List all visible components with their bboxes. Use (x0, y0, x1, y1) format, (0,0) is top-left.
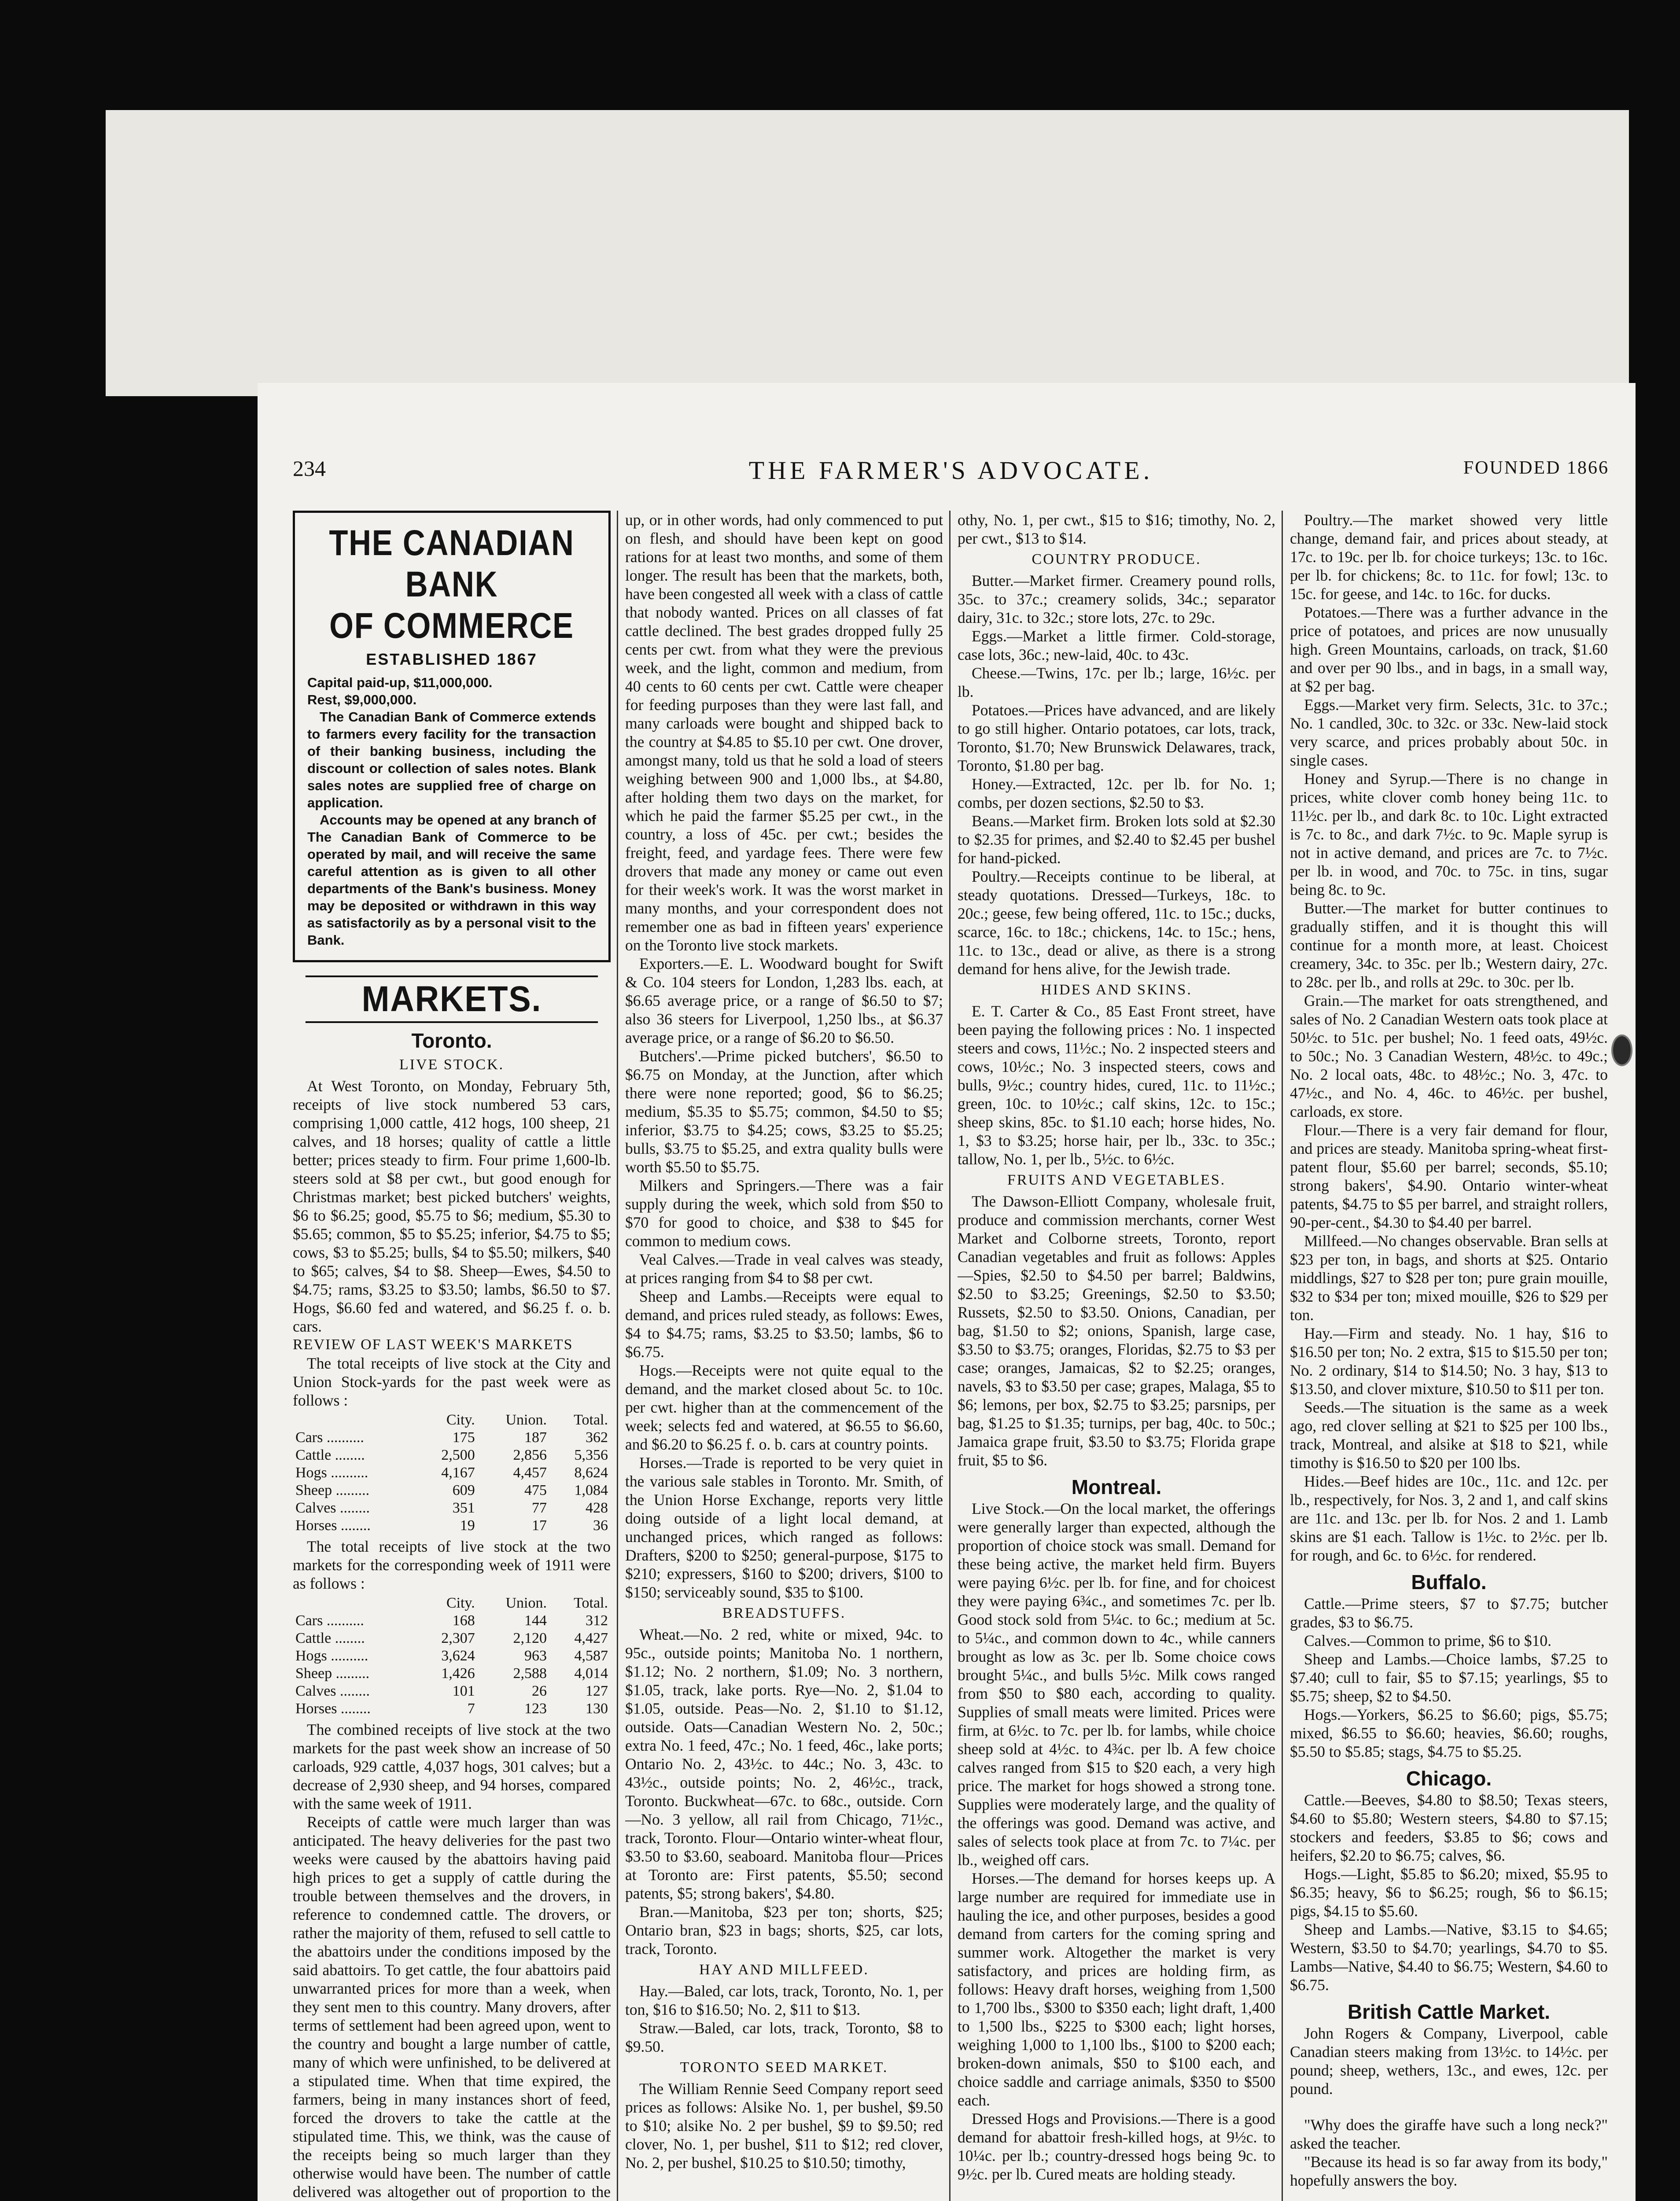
row-label: Hogs .......... (295, 1465, 368, 1481)
straw-text: Straw.—Baled, car lots, track, Toronto, $8 to $9.50. (625, 2019, 943, 2055)
table-header: Total. (574, 1595, 608, 1611)
table-row (293, 1612, 611, 1630)
cell-city: 7 (467, 1700, 475, 1717)
joke-answer: "Because its head is so far away from its body," hopefully answers the boy. (1290, 2153, 1608, 2189)
cell-total: 36 (593, 1517, 608, 1534)
montreal-grain-text: Grain.—The market for oats strengthened, and sales of No. 2 Canadian Western oats took place at 50½c. to 51c. per bushel; No. 1 feed oats, 49½c. to 50c.; No. 3 Canadian Western, 48½c. to 49c.; No. 2 local oats, 48c. to 48½c.; No. 3, 47c. to 47½c., and No. 4, 46c. to 46½c. per bushel, carloads, ex store. (1290, 992, 1608, 1120)
cell-city: 175 (452, 1429, 475, 1446)
founded-label: FOUNDED 1866 (1463, 458, 1609, 478)
montreal-hay-text: Hay.—Firm and steady. No. 1 hay, $16 to $16.50 per ton; No. 2 extra, $15 to $15.50 per ton; No. 2 ordinary, $14 to $14.50; No. 3 hay, $13 to $13.50, and clover mixture, $10.50 to $11 per ton. (1290, 1325, 1608, 1398)
page-header (293, 456, 1609, 491)
table-header: City. (446, 1412, 475, 1428)
table-header: Union. (505, 1595, 547, 1611)
montreal-horses-text: Horses.—The demand for horses keeps up. A large number are required for immediate use in hauling the ice, and other purposes, besides a good demand from carters for the coming spring and summer work. Altogether the market is very satisfactory, and prices are holding firm, as follows: Heavy draft horses, weighing from 1,500 to 1,700 lbs., $300 to $350 each; light draft, 1,400 to 1,500 lbs., $225 to $300 each; light horses, weighing 1,000 to 1,100 lbs., $100 to $200 each; broken-down animals, $50 to $100 each, and choice saddle and carriage animals, $350 to $500 each. (958, 1870, 1275, 2109)
bank-established: ESTABLISHED 1867 (366, 650, 538, 668)
table-row (293, 1499, 611, 1517)
cell-total: 1,084 (574, 1482, 608, 1498)
fruits-heading: FRUITS AND VEGETABLES. (1007, 1172, 1226, 1188)
cell-union: 26 (531, 1683, 547, 1699)
milkers-text: Milkers and Springers.—There was a fair supply during the week, which sold from $50 to $70 for good to choice, and $38 to $45 for common to medium cows. (625, 1177, 943, 1250)
cell-total: 127 (586, 1683, 608, 1699)
montreal-flour-text: Flour.—There is a very fair demand for flour, and prices are steady. Manitoba spring-wheat first-patent flour, $5.60 per barrel; seconds, $5.10; strong bakers', $4.90. Ontario winter-wheat patents, $4.75 to $5 per barrel, and straight rollers, 90-per-cent., $4.30 to $4.40 per barrel. (1290, 1121, 1608, 1231)
cell-total: 130 (586, 1700, 608, 1717)
cell-union: 123 (524, 1700, 547, 1717)
column-rule (617, 511, 618, 2201)
sheep-text: Sheep and Lambs.—Receipts were equal to demand, and prices ruled steady, as follows: Ewes, $4 to $4.75; rams, $3.25 to $3.50; lambs, $6 to $6.75. (625, 1288, 943, 1361)
cell-total: 8,624 (574, 1465, 608, 1481)
film-punch-mark (1611, 1034, 1632, 1066)
hogs-text: Hogs.—Receipts were not quite equal to the demand, and the market closed about 5c. to 10c. per cwt. higher than at the commencement of the week; selects fed and watered, at $6.55 to $6.60, and $6.20 to $6.25 f. o. b. cars at country points. (625, 1362, 943, 1453)
buffalo-cattle-text: Cattle.—Prime steers, $7 to $7.75; butcher grades, $3 to $6.75. (1290, 1595, 1608, 1631)
montreal-seeds-text: Seeds.—The situation is the same as a week ago, red clover selling at $21 to $25 per 100 lbs., track, Montreal, and alsike at $18 to $21, while timothy is $16.50 to $20 per 100 lbs. (1290, 1399, 1608, 1472)
buffalo-hogs-text: Hogs.—Yorkers, $6.25 to $6.60; pigs, $5.75; mixed, $6.55 to $6.60; heavies, $6.60; roughs, $5.50 to $5.85; stags, $4.75 to $5.25. (1290, 1706, 1608, 1760)
joke-question: "Why does the giraffe have such a long neck?" asked the teacher. (1290, 2116, 1608, 2152)
bank-name-line-1: THE CANADIAN BANK (329, 523, 575, 604)
column-3 (958, 511, 1275, 2201)
receipts-table-1912 (293, 1411, 611, 1535)
table-header: Total. (574, 1412, 608, 1428)
newspaper-page (258, 383, 1636, 2201)
cell-city: 168 (452, 1612, 475, 1629)
bank-rest: Rest, $9,000,000. (307, 692, 417, 707)
cell-union: 2,588 (513, 1665, 547, 1682)
row-label: Cars .......... (295, 1429, 364, 1446)
montreal-poultry-text: Poultry.—The market showed very little change, demand fair, and prices about steady, at 17c. to 19c. per lb. for choice turkeys; 13c. to 16c. per lb. for chickens; 8c. to 11c. for fowl; 13c. to 15c. for geese, and 14c. to 16c. for ducks. (1290, 511, 1608, 603)
buffalo-heading: Buffalo. (1411, 1571, 1487, 1594)
cell-union: 144 (524, 1612, 547, 1629)
chicago-cattle-text: Cattle.—Beeves, $4.80 to $8.50; Texas steers, $4.60 to $5.80; Western steers, $4.80 to $7.15; stockers and feeders, $3.85 to $6; cows and heifers, $2.20 to $6.75; calves, $6. (1290, 1791, 1608, 1864)
masthead-title: THE FARMER'S ADVOCATE. (748, 456, 1153, 485)
row-label: Hogs .......... (295, 1648, 368, 1664)
cell-total: 4,014 (574, 1665, 608, 1682)
table-row (293, 1446, 611, 1464)
cell-total: 312 (586, 1612, 608, 1629)
table-header: City. (446, 1595, 475, 1611)
cell-city: 19 (460, 1517, 475, 1534)
beans-text: Beans.—Market firm. Broken lots sold at $2.30 to $2.35 for primes, and $2.40 to $2.45 per bushel for hand-picked. (958, 812, 1275, 867)
column-rule (949, 511, 951, 2201)
row-label: Calves ........ (295, 1683, 370, 1699)
cattle-continued-text: up, or in other words, had only commenced to put on flesh, and should have been kept on good rations for at least two months, and some of them longer. The result has been that the markets, both, have been congested all week with a class of cattle that nobody wanted. Prices on all classes of fat cattle declined. The best grades dropped fully 25 cents per cwt. from what they were the previous week, and the light, common and medium, from 40 cents to 60 cents per cwt. Cattle were cheaper for feeding purposes than they were last fall, and many carloads were bought and shipped back to the country at $4.85 to $5.10 per cwt. One drover, amongst many, told us that he sold a load of steers weighing between 900 and 1,000 lbs., at $4.80, after holding them two days on the market, for which he paid the farmer $5.25 per cwt., in the country, a loss of 45c. per cwt.; besides the freight, feed, and yardage fees. There were few drovers that made any money or came out even for their week's work. It was the worst market in many months, and your correspondent does not remember one as bad in fifteen years' experience on the Toronto live stock markets. (625, 511, 943, 954)
table-header: Union. (505, 1412, 547, 1428)
buffalo-sheep-text: Sheep and Lambs.—Choice lambs, $7.25 to $7.40; cull to fair, $5 to $7.15; yearlings, $5 to $5.75; sheep, $2 to $4.50. (1290, 1650, 1608, 1705)
potatoes-text: Potatoes.—Prices have advanced, and are likely to go still higher. Ontario potatoes, car lots, track, Toronto, $1.70; New Brunswick Delawares, track, Toronto, $1.80 per bag. (958, 701, 1275, 774)
exporters-text: Exporters.—E. L. Woodward bought for Swift & Co. 104 steers for London, 1,283 lbs. each, at $6.65 average price, or a range of $6.50 to $7; also 36 steers for Liverpool, 1,250 lbs., at $6.37 average price, or a range of $6.20 to $6.50. (625, 955, 943, 1046)
table-row (293, 1665, 611, 1682)
cell-total: 4,587 (574, 1648, 608, 1664)
receipts-table-1911 (293, 1594, 611, 1718)
page-number: 234 (293, 456, 326, 481)
seed-heading: TORONTO SEED MARKET. (680, 2059, 888, 2076)
live-stock-heading: LIVE STOCK. (399, 1056, 505, 1073)
cell-union: 77 (531, 1500, 547, 1516)
poultry-text: Poultry.—Receipts continue to be liberal, at steady quotations. Dressed—Turkeys, 18c. to 20c.; geese, few being offered, 11c. to 15c.; ducks, scarce, 16c. to 18c.; chickens, 14c. to 15c.; hens, 11c. to 13c., dead or alive, as there is a strong demand for hens alive, for the Jewish trade. (958, 868, 1275, 978)
cell-union: 963 (524, 1648, 547, 1664)
british-market-heading: British Cattle Market. (1347, 2000, 1551, 2023)
toronto-heading: Toronto. (411, 1029, 492, 1052)
fruits-text: The Dawson-Elliott Company, wholesale fruit, produce and commission merchants, corner West Market and Colborne streets, Toronto, report Canadian vegetables and fruit as follows: Apples—Spies, $2.50 to $4.50 per barrel; Baldwins, $2.50 to $3.25; Greenings, $2.50 to $3.50; Russets, $2.50 to $3.50. Onions, Canadian, per bag, $1.50 to $2; onions, Spanish, large case, $3.50 to $3.75; oranges, Floridas, $2.75 to $3 per case; oranges, Jamaicas, $2 to $2.25; oranges, navels, $3 to $3.50 per case; grapes, Malaga, $5 to $6; lemons, per box, $2.75 to $3.25; parsnips, per bag, $1.25 to $1.35; turnips, per bag, 40c. to 50c.; Jamaica grape fruit, $3.50 to $3.75; Florida grape fruit, $5 to $6. (958, 1193, 1275, 1469)
column-rule (1282, 511, 1283, 2201)
chicago-hogs-text: Hogs.—Light, $5.85 to $6.20; mixed, $5.95 to $6.35; heavy, $6 to $6.25; rough, $6 to $6.15; pigs, $4.15 to $5.60. (1290, 1865, 1608, 1920)
cell-city: 3,624 (441, 1648, 475, 1664)
row-label: Horses ........ (295, 1517, 371, 1534)
seed-continued-text: othy, No. 1, per cwt., $15 to $16; timothy, No. 2, per cwt., $13 to $14. (958, 511, 1275, 547)
previous-page-edge (106, 110, 1629, 396)
cell-city: 4,167 (441, 1465, 475, 1481)
cell-total: 362 (586, 1429, 608, 1446)
bank-advertisement (293, 511, 611, 962)
honey-text: Honey.—Extracted, 12c. per lb. for No. 1; combs, per dozen sections, $2.50 to $3. (958, 775, 1275, 811)
veal-text: Veal Calves.—Trade in veal calves was steady, at prices ranging from $4 to $8 per cwt. (625, 1251, 943, 1287)
cell-union: 475 (524, 1482, 547, 1498)
cell-union: 187 (524, 1429, 547, 1446)
bank-para-2: Accounts may be opened at any branch of The Canadian Bank of Commerce to be operated by mail, and will receive the same careful attention as is given to all other departments of the Bank's business. Money may be deposited or withdrawn in this way as satisfactorily as by a personal visit to the Bank. (307, 812, 596, 948)
table-row (293, 1517, 611, 1535)
cell-total: 428 (586, 1500, 608, 1516)
montreal-honey-text: Honey and Syrup.—There is no change in prices, white clover comb honey being 11c. to 11½c. per lb., and dark 8c. to 10c. Light extracted is 7c. to 8c., and dark 7½c. to 9c. Maple syrup is not in active demand, and prices are 7c. to 7½c. per lb. in wood, and 70c. to 75c. in tins, sugar being 8c. to 9c. (1290, 770, 1608, 898)
hides-heading: HIDES AND SKINS. (1041, 982, 1192, 998)
chicago-sheep-text: Sheep and Lambs.—Native, $3.15 to $4.65; Western, $3.50 to $4.70; yearlings, $4.70 to $5. Lambs—Native, $4.40 to $6.75; Western, $4.60 to $6.75. (1290, 1921, 1608, 1994)
cell-city: 351 (452, 1500, 475, 1516)
cheese-text: Cheese.—Twins, 17c. per lb.; large, 16½c. per lb. (958, 664, 1275, 700)
hides-text: E. T. Carter & Co., 85 East Front street, have been paying the following prices : No. 1 inspected steers and cows, 11½c.; No. 2 inspected steers and cows, 10½c.; No. 3 inspected steers, cows and bulls, 9½c.; country hides, cured, 11c. to 11½c.; green, 10c. to 10½c.; calf skins, 12c. to 15c.; sheep skins, 85c. to $1.10 each; horse hides, No. 1, $3 to $3.25; horse hair, per lb., 33c. to 35c.; tallow, No. 1, per lb., 5½c. to 6½c. (958, 1002, 1275, 1168)
breadstuffs-heading: BREADSTUFFS. (722, 1605, 846, 1621)
british-market-text: John Rogers & Company, Liverpool, cable Canadian steers making from 13½c. to 14½c. per pound; sheep, wethers, 13c., and ewes, 12c. per pound. (1290, 2024, 1608, 2098)
table-row (293, 1464, 611, 1482)
eggs-text: Eggs.—Market a little firmer. Cold-storage, case lots, 36c.; new-laid, 40c. to 43c. (958, 627, 1275, 663)
review-heading: REVIEW OF LAST WEEK'S MARKETS (293, 1336, 573, 1353)
table-row (293, 1429, 611, 1446)
table-header (293, 1411, 417, 1429)
review-intro: The total receipts of live stock at the City and Union Stock-yards for the past week were as follows : (293, 1354, 611, 1409)
montreal-butter-text: Butter.—The market for butter continues to gradually stiffen, and it is thought this will continue for a month more, at least. Choicest creamery, 34c. to 35c. per lb.; Western dairy, 27c. to 28c. per lb., and rolls at 29c. to 30c. per lb. (1290, 899, 1608, 991)
row-label: Calves ........ (295, 1500, 370, 1516)
montreal-dressed-hogs-text: Dressed Hogs and Provisions.—There is a good demand for abattoir fresh-killed hogs, at 9½c. to 10¼c. per lb.; country-dressed hogs being 9c. to 9½c. per lb. Cured meats are holding steady. (958, 2110, 1275, 2183)
horses-text: Horses.—Trade is reported to be very quiet in the various sale stables in Toronto. Mr. Smith, of the Union Horse Exchange, reports very little doing outside of a light local demand, at unchanged prices, which ranged as follows: Drafters, $200 to $250; general-purpose, $175 to $210; expressers, $160 to $200; drivers, $100 to $150; serviceably sound, $35 to $100. (625, 1454, 943, 1601)
bran-text: Bran.—Manitoba, $23 per ton; shorts, $25; Ontario bran, $23 in bags; shorts, $25, car lots, track, Toronto. (625, 1903, 943, 1958)
hay-text: Hay.—Baled, car lots, track, Toronto, No. 1, per ton, $16 to $16.50; No. 2, $11 to $13. (625, 1982, 943, 2018)
buffalo-calves-text: Calves.—Common to prime, $6 to $10. (1304, 1632, 1552, 1649)
table-header (293, 1594, 417, 1612)
cell-total: 4,427 (574, 1630, 608, 1646)
table-row (293, 1630, 611, 1647)
montreal-hides-text: Hides.—Beef hides are 10c., 11c. and 12c. per lb., respectively, for Nos. 3, 2 and 1, and calf skins are 11c. and 13c. per lb. for Nos. 2 and 1. Lamb skins are $1 each. Tallow is 1½c. to 2½c. per lb. for rough, and 6c. to 6½c. for rendered. (1290, 1472, 1608, 1564)
cell-union: 4,457 (513, 1465, 547, 1481)
combined-receipts-text: The combined receipts of live stock at the two markets for the past week show an increase of 50 carloads, 929 cattle, 4,037 hogs, 301 calves; but a decrease of 2,930 sheep, and 94 horses, compared with the same week of 1911. (293, 1721, 611, 1812)
markets-heading: MARKETS. (306, 975, 598, 1023)
cell-total: 5,356 (574, 1447, 608, 1463)
cell-union: 2,120 (513, 1630, 547, 1646)
cell-union: 17 (531, 1517, 547, 1534)
butchers-text: Butchers'.—Prime picked butchers', $6.50 to $6.75 on Monday, at the Junction, after which there were none reported; good, $6 to $6.25; medium, $5.35 to $5.75; common, $4.50 to $5; inferior, $3.75 to $4.25; cows, $3.25 to $5.25; bulls, $3.75 to $5.25, and extra quality bulls were worth $5.50 to $5.75. (625, 1047, 943, 1176)
montreal-potatoes-text: Potatoes.—There was a further advance in the price of potatoes, and prices are now unusually high. Green Mountains, carloads, on track, $1.60 and over per 90 lbs., and in bags, in a small way, at $2 per bag. (1290, 604, 1608, 695)
cell-city: 1,426 (441, 1665, 475, 1682)
cattle-receipts-text: Receipts of cattle were much larger than was anticipated. The heavy deliveries for the past two weeks were caused by the abattoirs having paid high prices to get a supply of cattle during the trouble between themselves and the drovers, in reference to condemned cattle. The drovers, or rather the majority of them, refused to sell cattle to the abattoirs under the conditions imposed by the said abattoirs. To get cattle, the four abattoirs paid unwarranted prices for more than a week, when they sent men to this country. Many drovers, after terms of settlement had been agreed upon, went to the country and bought a large number of cattle, many of which were unfinished, to be delivered at a stipulated time. When that time expired, the farmers, being in many instances short of feed, forced the drovers to take the cattle at the stipulated time. This, we think, was the cause of the receipts being so much larger than they otherwise would have been. The number of cattle delivered was altogether out of proportion to the (293, 1813, 611, 2201)
row-label: Sheep ......... (295, 1665, 370, 1682)
row-label: Sheep ......... (295, 1482, 370, 1498)
hay-heading: HAY AND MILLFEED. (699, 1962, 869, 1978)
cell-city: 609 (452, 1482, 475, 1498)
chicago-heading: Chicago. (1406, 1767, 1492, 1790)
montreal-live-stock-text: Live Stock.—On the local market, the offerings were generally larger than expected, although the proportion of choice stock was small. Demand for these being active, the market held firm. Buyers were paying 6½c. per lb. for fine, and for choicest they were paying 6¾c., and sometimes 7c. per lb. Good stock sold from 5¼c. to 6c.; medium at 5c. to 5¼c., and common down to 4c., while canners brought as low as 3c. per lb. Some choice cows brought 5¼c., and bulls 5½c. Milk cows ranged from $50 to $80 each, according to quality. Supplies of small meats were limited. Prices were firm, at 6½c. to 7c. per lb. for lambs, while choice sheep sold at 4½c. to 4¾c. per lb. A few choice calves ranged from $15 to $20 each, a very high price. The market for hogs showed a strong tone. Supplies were moderately large, and the quality of the offerings was good. Demand was active, and sales of selects took place at from 7c. to 7¼c. per lb., weighed off cars. (958, 1500, 1275, 1869)
butter-text: Butter.—Market firmer. Creamery pound rolls, 35c. to 37c.; creamery solids, 34c.; separator dairy, 31c. to 32c.; store lots, 27c. to 29c. (958, 572, 1275, 626)
montreal-millfeed-text: Millfeed.—No changes observable. Bran sells at $23 per ton, in bags, and shorts at $25. Ontario middlings, $27 to $28 per ton; pure grain mouille, $32 to $34 per ton; mixed mouille, $26 to $29 per ton. (1290, 1232, 1608, 1324)
cell-city: 2,500 (441, 1447, 475, 1463)
row-label: Cattle ........ (295, 1630, 365, 1646)
column-4 (1290, 511, 1608, 2201)
montreal-heading: Montreal. (1071, 1476, 1162, 1498)
table-row (293, 1682, 611, 1700)
country-produce-heading: COUNTRY PRODUCE. (1032, 551, 1201, 567)
bank-capital: Capital paid-up, $11,000,000. (307, 675, 493, 690)
cell-city: 101 (452, 1683, 475, 1699)
table-row (293, 1647, 611, 1665)
column-2 (625, 511, 943, 2201)
table-row (293, 1482, 611, 1499)
row-label: Cattle ........ (295, 1447, 365, 1463)
column-1 (293, 511, 611, 2201)
seed-text: The William Rennie Seed Company report seed prices as follows: Alsike No. 1, per bushel, $9.50 to $10; alsike No. 2 per bushel, $9 to $9.50; red clover, No. 1, per bushel, $11 to $12; red clover, No. 2, per bushel, $10.25 to $10.50; timothy, (625, 2080, 943, 2172)
cell-union: 2,856 (513, 1447, 547, 1463)
intro-1911: The total receipts of live stock at the two markets for the corresponding week of 1911 were as follows : (293, 1538, 611, 1592)
bank-para-1: The Canadian Bank of Commerce extends to farmers every facility for the transaction of their banking business, including the discount or collection of sales notes. Blank sales notes are supplied free of charge on application. (307, 709, 596, 810)
montreal-eggs-text: Eggs.—Market very firm. Selects, 31c. to 37c.; No. 1 candled, 30c. to 32c. or 33c. New-laid stock very scarce, and prices probably about 50c. in single cases. (1290, 696, 1608, 769)
table-row (293, 1700, 611, 1718)
row-label: Cars .......... (295, 1612, 364, 1629)
row-label: Horses ........ (295, 1700, 371, 1717)
breadstuffs-text: Wheat.—No. 2 red, white or mixed, 94c. to 95c., outside points; Manitoba No. 1 northern, $1.12; No. 2 northern, $1.09; No. 3 northern, $1.05, track, lake ports. Rye—No. 2, $1.04 to $1.05, outside. Peas—No. 2, $1.10 to $1.12, outside. Oats—Canadian Western No. 2, 50c.; extra No. 1 feed, 47c.; No. 1 feed, 46c., lake ports; Ontario No. 2, 43½c. to 44c.; No. 3, 43c. to 43½c., outside points; No. 2, 46½c., track, Toronto. Buckwheat—67c. to 68c., outside. Corn—No. 3 yellow, all rail from Chicago, 71½c., track, Toronto. Flour—Ontario winter-wheat flour, $3.50 to $3.60, seaboard. Manitoba flour—Prices at Toronto are: First patents, $5.50; second patents, $5; strong bakers', $4.80. (625, 1626, 943, 1902)
cell-city: 2,307 (441, 1630, 475, 1646)
bank-name-line-2: OF COMMERCE (329, 606, 574, 646)
toronto-live-stock-text: At West Toronto, on Monday, February 5th, receipts of live stock numbered 53 cars, comprising 1,000 cattle, 412 hogs, 100 sheep, 21 calves, and 18 horses; quality of cattle a little better; prices steady to firm. Four prime 1,600-lb. steers sold at $8 per cwt., but good enough for Christmas market; best picked butchers' weights, $6 to $6.25; good, $5.75 to $6; medium, $5.30 to $5.65; common, $5 to $5.25; inferior, $4.75 to $5; cows, $3 to $5.25; bulls, $4 to $5.50; milkers, $40 to $65; calves, $4 to $8. Sheep—Ewes, $4.50 to $4.75; rams, $3.25 to $3.50; lambs, $6.50 to $7. Hogs, $6.60 fed and watered, and $6.25 f. o. b. cars. (293, 1077, 611, 1335)
